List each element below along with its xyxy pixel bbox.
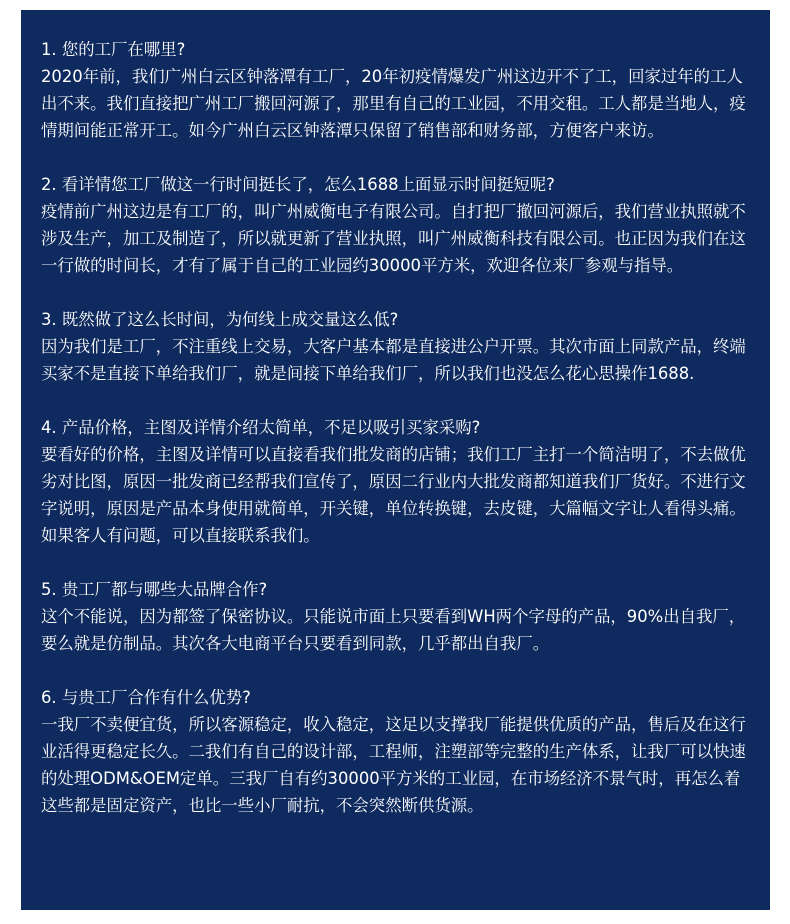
faq-answer: 要看好的价格，主图及详情可以直接看我们批发商的店铺；我们工厂主打一个简洁明了，不去做优劣对比图，原因一批发商已经帮我们宣传了，原因二行业内大批发商都知道我们厂货好。不进行文字说明，原因是产品本身使用就简单，开关键，单位转换键，去皮键，大篇幅文字让人看得头痛。如果客人有问题，可以直接联系我们。	[41, 445, 746, 545]
faq-answer: 2020年前，我们广州白云区钟落潭有工厂，20年初疫情爆发广州这边开不了工，回家过年的工人出不来。我们直接把广州工厂搬回河源了，那里有自己的工业园，不用交租。工人都是当地人，疫情期间能正常开工。如今广州白云区钟落潭只保留了销售部和财务部，方便客户来访。	[41, 67, 746, 140]
faq-item-4	[41, 414, 756, 549]
faq-item-2	[41, 171, 756, 279]
faq-question: 1. 您的工厂在哪里?	[41, 40, 186, 59]
faq-answer: 因为我们是工厂，不注重线上交易，大客户基本都是直接进公户开票。其次市面上同款产品，终端买家不是直接下单给我们厂，就是间接下单给我们厂，所以我们也没怎么花心思操作1688.	[41, 337, 746, 383]
faq-answer: 疫情前广州这边是有工厂的，叫广州威衡电子有限公司。自打把厂撤回河源后，我们营业执照就不涉及生产，加工及制造了，所以就更新了营业执照，叫广州威衡科技有限公司。也正因为我们在这一行做的时间长，才有了属于自己的工业园约30000平方米，欢迎各位来厂参观与指导。	[41, 202, 746, 275]
faq-question: 3. 既然做了这么长时间，为何线上成交量这么低?	[41, 310, 399, 329]
faq-item-3	[41, 306, 756, 387]
faq-question: 5. 贵工厂都与哪些大品牌合作?	[41, 580, 268, 599]
faq-answer: 这个不能说，因为都签了保密协议。只能说市面上只要看到WH两个字母的产品，90%出自我厂，要么就是仿制品。其次各大电商平台只要看到同款，几乎都出自我厂。	[41, 607, 746, 653]
faq-item-6	[41, 684, 756, 819]
faq-question: 2. 看详情您工厂做这一行时间挺长了，怎么1688上面显示时间挺短呢?	[41, 175, 555, 194]
faq-question: 4. 产品价格，主图及详情介绍太简单，不足以吸引买家采购?	[41, 418, 481, 437]
faq-answer: 一我厂不卖便宜货，所以客源稳定，收入稳定，这足以支撑我厂能提供优质的产品，售后及在这行业活得更稳定长久。二我们有自己的设计部，工程师，注塑部等完整的生产体系，让我厂可以快速的处理ODM&OEM定单。三我厂自有约30000平方米的工业园，在市场经济不景气时，再怎么着这些都是固定资产，也比一些小厂耐抗，不会突然断供货源。	[41, 715, 746, 815]
faq-item-5	[41, 576, 756, 657]
faq-panel	[21, 10, 770, 910]
faq-item-1	[41, 36, 756, 144]
faq-question: 6. 与贵工厂合作有什么优势?	[41, 688, 251, 707]
